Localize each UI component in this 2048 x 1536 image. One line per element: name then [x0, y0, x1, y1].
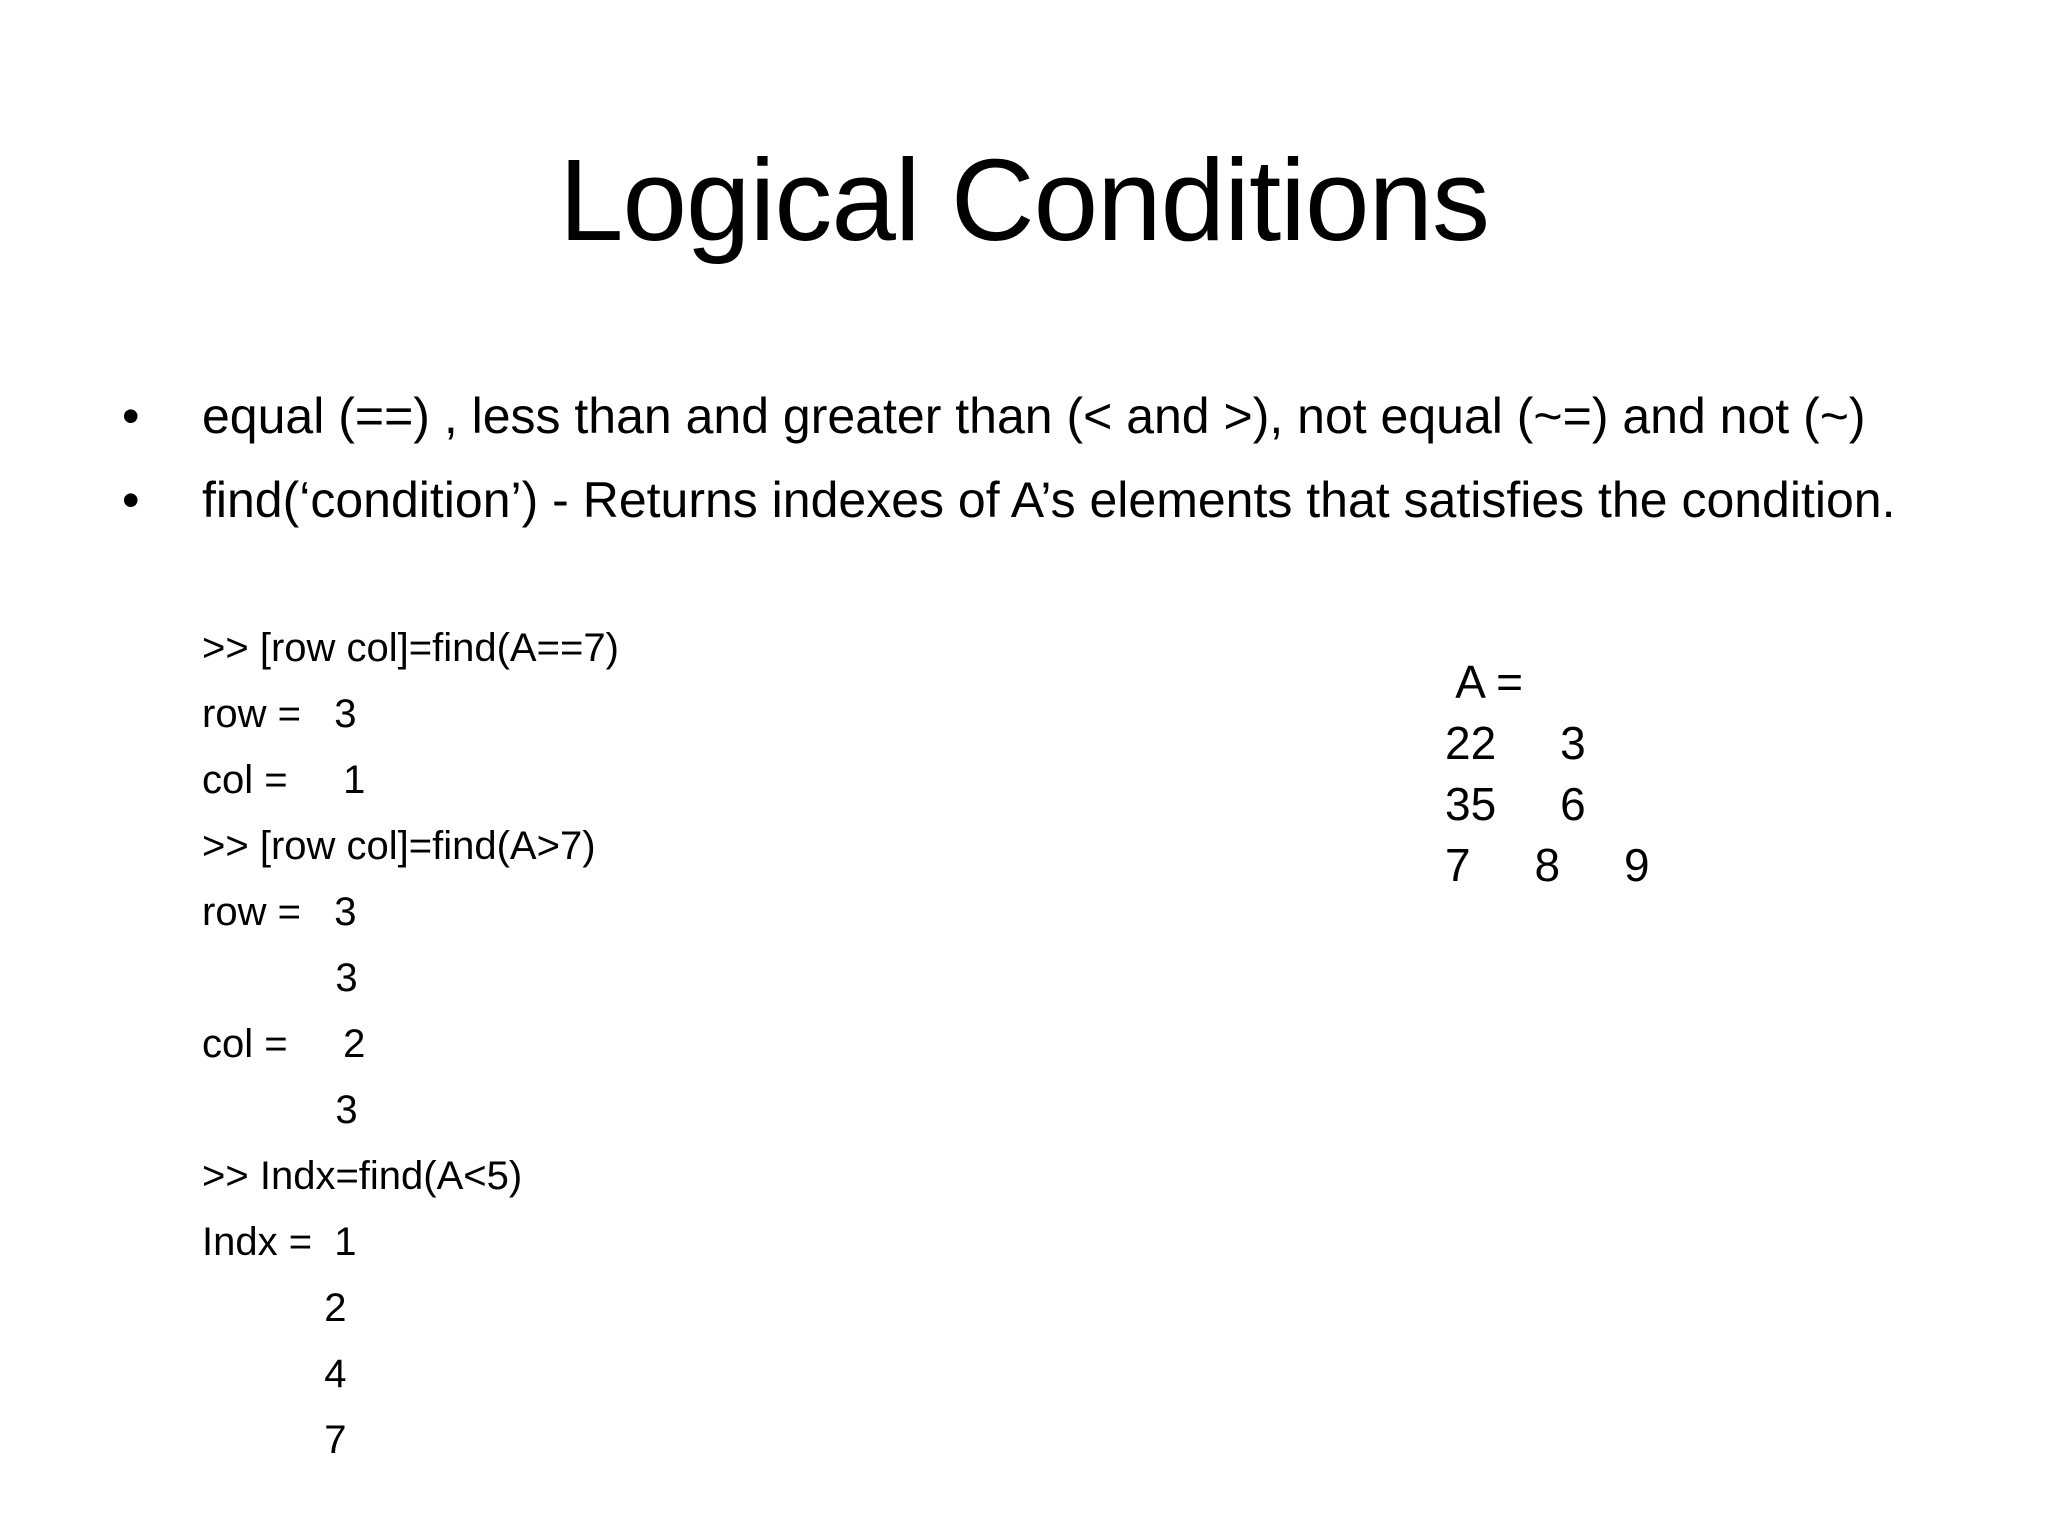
- bullet-text: find(‘condition’) - Returns indexes of A’s elements that satisfies the condition.: [202, 472, 1896, 528]
- code-line: row = 3: [202, 692, 357, 736]
- code-line: >> [row col]=find(A==7): [202, 626, 619, 670]
- code-line: 4: [202, 1352, 347, 1396]
- bullet-item: [0, 466, 2048, 534]
- bullet-list: [0, 382, 2048, 550]
- code-line: 2: [202, 1286, 347, 1330]
- code-line: col = 2: [202, 1022, 366, 1066]
- matrix-row: 35 6: [1445, 778, 1586, 830]
- code-line: 3: [202, 1088, 358, 1132]
- bullet-text: equal (==) , less than and greater than (< and >), not equal (~=) and not (~): [202, 388, 1866, 444]
- code-line: 7: [202, 1418, 347, 1462]
- code-line: >> Indx=find(A<5): [202, 1154, 523, 1198]
- code-line: col = 1: [202, 758, 366, 802]
- slide-title: Logical Conditions: [559, 135, 1489, 265]
- matrix-row: 7 8 9: [1445, 839, 1650, 891]
- matrix-label: A =: [1445, 656, 1524, 708]
- bullet-marker: •: [122, 472, 140, 528]
- code-line: 3: [202, 956, 358, 1000]
- code-line: >> [row col]=find(A>7): [202, 824, 596, 868]
- bullet-item: [0, 382, 2048, 450]
- matrix-row: 22 3: [1445, 717, 1586, 769]
- code-line: Indx = 1: [202, 1220, 357, 1264]
- bullet-marker: •: [122, 388, 140, 444]
- code-line: row = 3: [202, 890, 357, 934]
